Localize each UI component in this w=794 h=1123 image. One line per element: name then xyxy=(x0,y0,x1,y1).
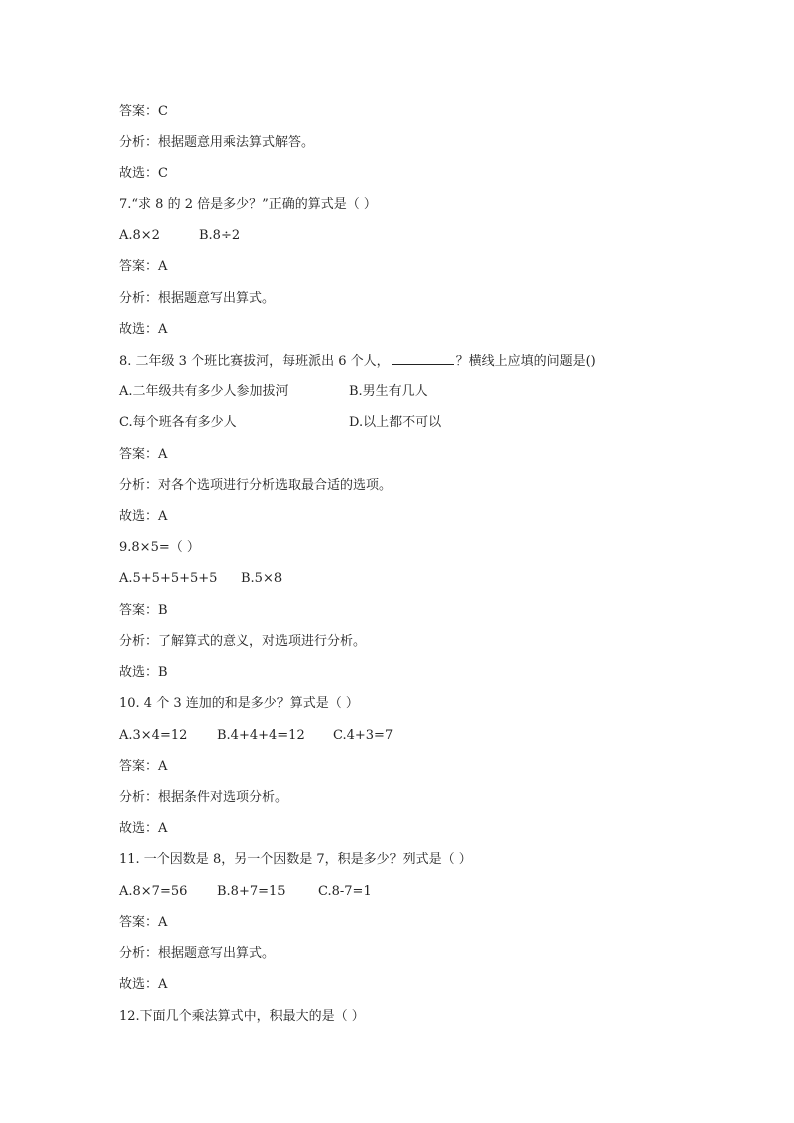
q7-option-a: A.8×2 xyxy=(119,228,160,243)
q12-question: 12.下面几个乘法算式中，积最大的是（ ） xyxy=(119,1009,365,1024)
q9-answer: 答案：B xyxy=(119,603,168,618)
q8-question-post: ？横线上应填的问题是() xyxy=(455,354,596,369)
q11-choice: 故选：A xyxy=(119,977,168,992)
q9-question: 9.8×5=（ ） xyxy=(119,540,200,555)
q7-answer: 答案：A xyxy=(119,259,168,274)
q9-option-b: B.5×8 xyxy=(241,571,283,586)
q11-analysis: 分析：根据题意写出算式。 xyxy=(119,946,276,961)
q8-analysis: 分析：对各个选项进行分析选取最合适的选项。 xyxy=(119,478,393,493)
q8-answer: 答案：A xyxy=(119,447,168,462)
q8-option-d: D.以上都不可以 xyxy=(349,415,442,430)
q10-option-a: A.3×4=12 xyxy=(119,728,188,743)
q11-option-b: B.8+7=15 xyxy=(217,884,286,899)
q9-choice: 故选：B xyxy=(119,665,168,680)
q7-option-b: B.8÷2 xyxy=(199,228,241,243)
q8-option-a: A.二年级共有多少人参加拔河 xyxy=(119,384,289,399)
q11-option-a: A.8×7=56 xyxy=(119,884,188,899)
q7-choice: 故选：A xyxy=(119,322,168,337)
q11-question: 11. 一个因数是 8，另一个因数是 7，积是多少？列式是（ ） xyxy=(119,852,472,867)
q8-choice: 故选：A xyxy=(119,509,168,524)
q10-option-c: C.4+3=7 xyxy=(333,728,394,743)
q7-analysis: 分析：根据题意写出算式。 xyxy=(119,291,276,306)
q10-choice: 故选：A xyxy=(119,821,168,836)
q6-analysis: 分析：根据题意用乘法算式解答。 xyxy=(119,135,315,150)
q8-question-pre: 8. 二年级 3 个班比赛拔河，每班派出 6 个人， xyxy=(119,354,390,369)
q11-answer: 答案：A xyxy=(119,915,168,930)
q8-option-b: B.男生有几人 xyxy=(349,384,428,399)
q6-choice: 故选：C xyxy=(119,166,168,181)
q9-option-a: A.5+5+5+5+5 xyxy=(119,571,218,586)
q9-analysis: 分析：了解算式的意义，对选项进行分析。 xyxy=(119,634,367,649)
q6-answer: 答案：C xyxy=(119,104,168,119)
fill-in-blank xyxy=(392,352,454,365)
q10-option-b: B.4+4+4=12 xyxy=(217,728,305,743)
q8-question xyxy=(119,352,596,371)
q10-answer: 答案：A xyxy=(119,759,168,774)
q7-question: 7.“求 8 的 2 倍是多少？”正确的算式是（ ） xyxy=(119,197,377,212)
q8-option-c: C.每个班各有多少人 xyxy=(119,415,237,430)
q11-option-c: C.8-7=1 xyxy=(318,884,372,899)
q10-analysis: 分析：根据条件对选项分析。 xyxy=(119,790,289,805)
q10-question: 10. 4 个 3 连加的和是多少？算式是（ ） xyxy=(119,696,359,711)
